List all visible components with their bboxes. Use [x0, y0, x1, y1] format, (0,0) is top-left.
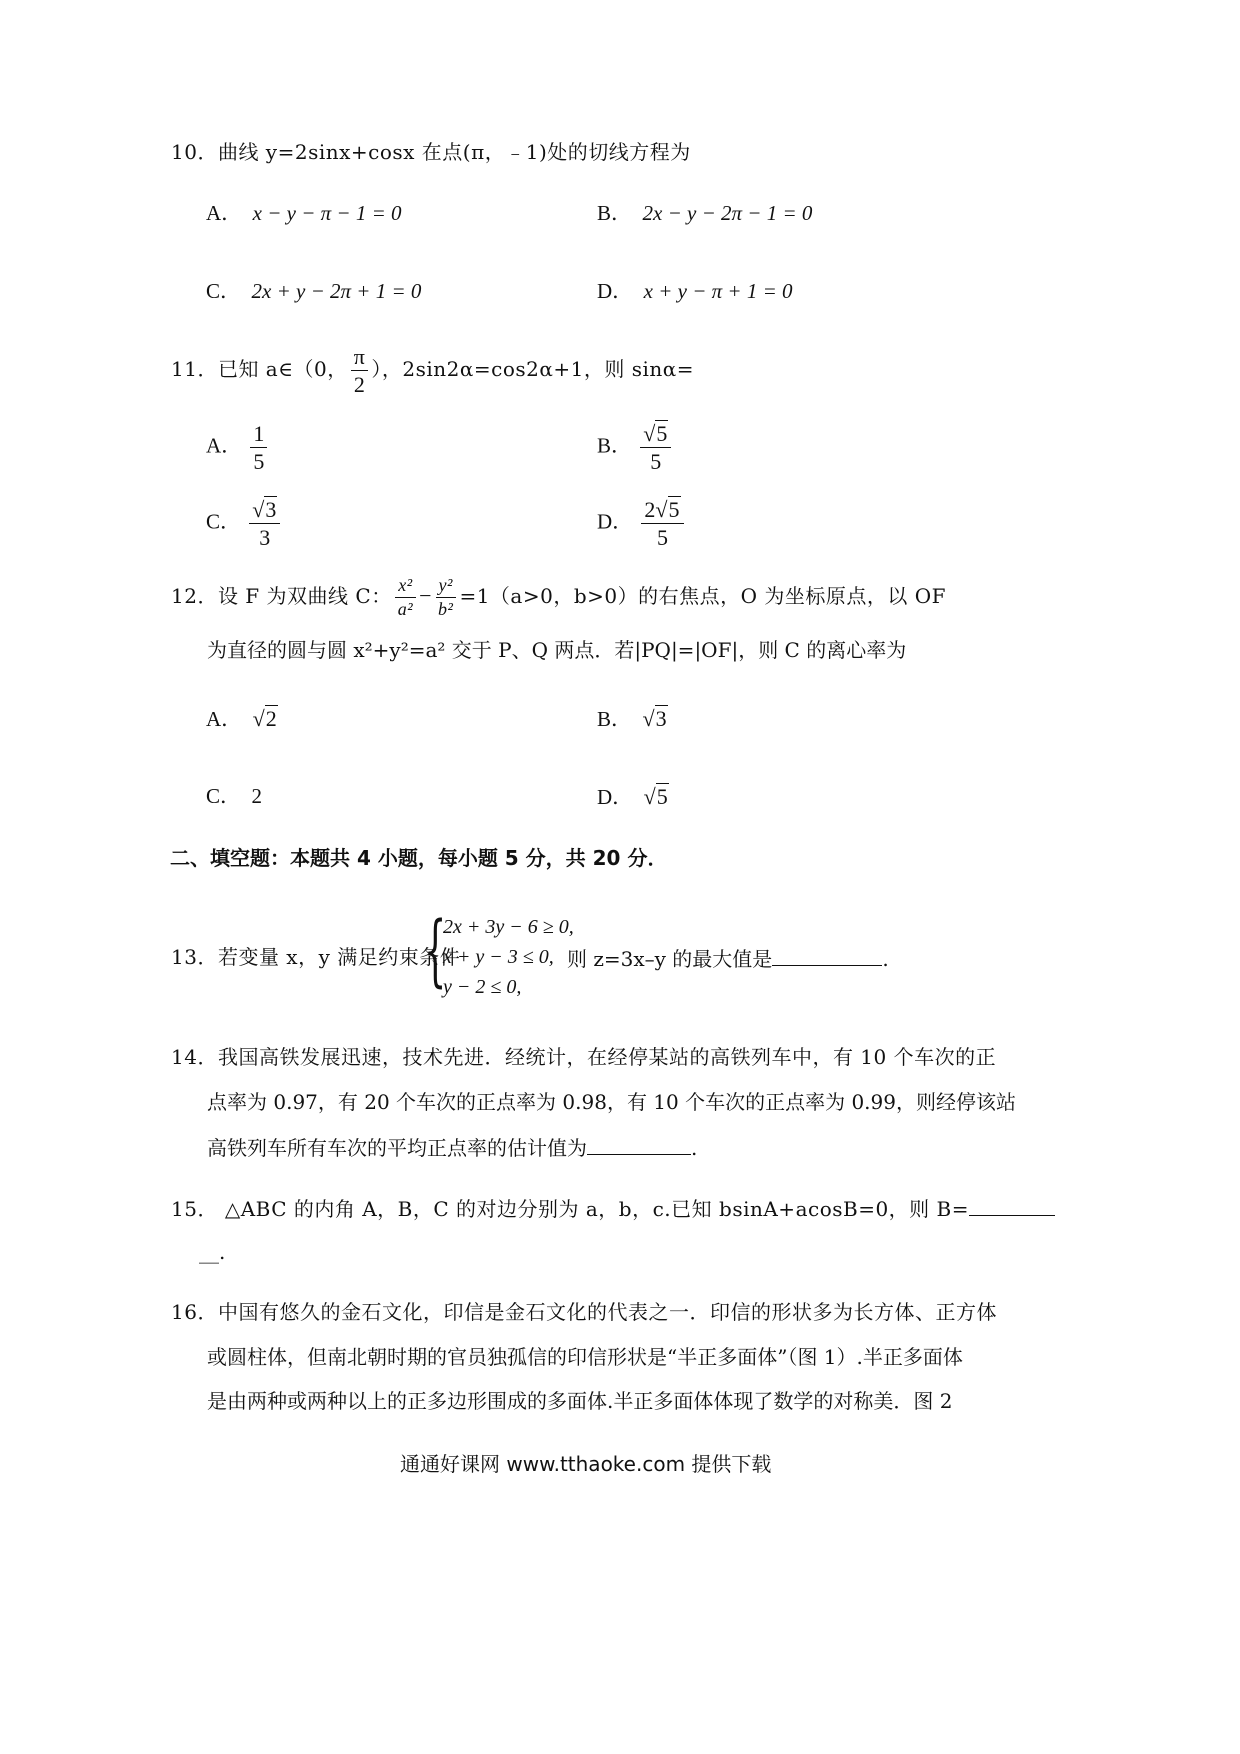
q11-option-a-denominator: 5	[253, 449, 265, 475]
q11-option-a-fraction	[250, 422, 267, 473]
q11-option-c-numerator	[249, 498, 280, 524]
q12-text-pre: 设 F 为双曲线 C：	[217, 583, 392, 608]
q10-option-c-label: C．	[206, 279, 242, 303]
q11-option-b-radicand: 5	[656, 421, 668, 446]
q11-option-d-denominator: 5	[656, 525, 668, 551]
q11-option-a-label: A．	[206, 433, 243, 458]
q11-option-c-sqrt: √3	[252, 497, 277, 522]
q11-option-c	[206, 498, 283, 549]
q11-option-d-radicand: 5	[668, 497, 680, 522]
q10-option-c	[206, 279, 421, 304]
q11-option-b-numerator	[640, 422, 671, 448]
q11-option-b-denominator: 5	[650, 449, 662, 475]
q12-fraction-y	[435, 576, 456, 619]
q16-line2: 或圆柱体，但南北朝时期的官员独孤信的印信形状是“半正多面体”（图 1）.半正多面体	[207, 1345, 963, 1369]
q10-option-a-label: A．	[206, 201, 243, 225]
q11-option-c-label: C．	[206, 509, 242, 534]
q12-option-c-text: 2	[251, 784, 263, 808]
q12-option-d-sqrt: √5	[643, 784, 668, 809]
q16-line1	[171, 1300, 997, 1324]
q11-text-pre: 已知 a∈（0，	[217, 357, 348, 382]
q10-stem	[171, 140, 691, 164]
q11-fraction	[351, 345, 369, 396]
q13-end: .	[882, 947, 889, 971]
q10-option-a	[206, 201, 402, 226]
q12-fraction-x-den: a²	[397, 598, 414, 619]
q11-option-c-radicand: 3	[265, 497, 277, 522]
q10-option-c-text: 2x + y − 2π + 1 = 0	[251, 279, 422, 303]
q13-stem	[171, 945, 460, 969]
q10-option-d-text: x + y − π + 1 = 0	[643, 279, 793, 303]
q13-answer-blank[interactable]	[772, 945, 882, 966]
q12-option-c	[206, 784, 262, 809]
q12-option-b-sqrt: √3	[642, 706, 667, 731]
q11-number: 11．	[171, 357, 218, 382]
q11-option-b-label: B．	[597, 433, 633, 458]
q11-option-b-fraction	[640, 422, 671, 473]
q12-fraction-x	[395, 576, 416, 619]
q11-fraction-numerator: π	[351, 345, 369, 371]
q12-option-d-radicand: 5	[656, 784, 668, 809]
q13-number: 13．	[171, 945, 218, 969]
q13-constraint-3: y − 2 ≤ 0,	[443, 976, 522, 998]
q16-text-1: 中国有悠久的金石文化，印信是金石文化的代表之一．印信的形状多为长方体、正方体	[217, 1300, 997, 1324]
q12-option-a-label: A．	[206, 707, 243, 731]
q12-option-b-radicand: 3	[655, 706, 667, 731]
q11-option-c-fraction	[249, 498, 280, 549]
q14-text-3: 高铁列车所有车次的平均正点率的估计值为	[207, 1136, 587, 1160]
q15-answer-blank[interactable]	[969, 1195, 1055, 1216]
q13-brace: {	[424, 906, 447, 996]
q14-line3	[207, 1134, 697, 1160]
q11-option-b	[597, 422, 674, 473]
q12-option-a-sqrt: √2	[252, 706, 277, 731]
q11-option-d-numerator	[641, 498, 683, 524]
q10-number: 10．	[171, 140, 218, 164]
q12-minus: −	[419, 582, 433, 608]
q11-option-d	[597, 498, 687, 549]
q12-fraction-x-num: x²	[395, 576, 415, 598]
q10-option-d	[597, 279, 793, 304]
q14-line1	[171, 1045, 996, 1069]
q16-line3: 是由两种或两种以上的正多边形围成的多面体.半正多面体体现了数学的对称美．图 2	[207, 1389, 953, 1413]
q15-line1	[171, 1195, 1055, 1221]
q10-option-b-text: 2x − y − 2π − 1 = 0	[642, 201, 813, 225]
q11-option-a-numerator: 1	[250, 422, 267, 448]
q15-number: 15．	[171, 1197, 218, 1221]
q12-number: 12．	[171, 583, 218, 608]
q12-text-post: =1（a>0，b>0）的右焦点，O 为坐标原点，以 OF	[459, 583, 947, 608]
q12-line1	[171, 576, 946, 619]
q11-option-a	[206, 422, 270, 473]
q15-text: △ABC 的内角 A，B，C 的对边分别为 a，b，c.已知 bsinA+acosB=0，则 B=	[224, 1197, 969, 1221]
q11-fraction-denominator: 2	[353, 372, 366, 398]
q10-option-b	[597, 201, 812, 226]
q11-option-d-label: D．	[597, 509, 634, 534]
q11-option-b-sqrt: √5	[643, 421, 668, 446]
q12-option-a	[206, 706, 278, 732]
q15-line2: __.	[199, 1240, 226, 1264]
q14-end: .	[691, 1136, 698, 1160]
q13-constraint-2: x + y − 3 ≤ 0,	[443, 946, 554, 968]
page-footer: 通通好课网 www.tthaoke.com 提供下载	[400, 1452, 772, 1476]
q12-fraction-y-den: b²	[438, 598, 454, 619]
q11-option-d-coefficient: 2	[644, 497, 656, 522]
q11-option-d-sqrt: √5	[655, 497, 680, 522]
q14-text-1: 我国高铁发展迅速，技术先进．经统计，在经停某站的高铁列车中，有 10 个车次的正	[217, 1045, 997, 1069]
q10-option-b-label: B．	[597, 201, 633, 225]
q11-option-c-denominator: 3	[259, 525, 271, 551]
q12-option-c-label: C．	[206, 784, 242, 808]
q13-tail	[567, 945, 889, 971]
q13-text-pre: 若变量 x，y 满足约束条件	[217, 945, 461, 969]
q10-text: 曲线 y=2sinx+cosx 在点(π，﹣1)处的切线方程为	[217, 140, 691, 164]
q12-option-b-label: B．	[597, 707, 633, 731]
q13-constraint-1: 2x + 3y − 6 ≥ 0,	[443, 916, 574, 938]
q12-option-d	[597, 784, 669, 810]
q12-option-a-radicand: 2	[265, 706, 277, 731]
q12-option-b	[597, 706, 668, 732]
q10-option-d-label: D．	[597, 279, 634, 303]
q11-text-post: ），2sin2α=cos2α+1，则 sinα=	[371, 357, 695, 382]
q11-stem	[171, 345, 694, 396]
q14-answer-blank[interactable]	[587, 1134, 691, 1155]
q16-number: 16．	[171, 1300, 218, 1324]
q11-option-d-fraction	[641, 498, 683, 549]
q14-line2: 点率为 0.97，有 20 个车次的正点率为 0.98，有 10 个车次的正点率为 0.99，则经停该站	[207, 1090, 1016, 1114]
q14-number: 14．	[171, 1045, 218, 1069]
q13-text-post: 则 z=3x–y 的最大值是	[567, 947, 773, 971]
q10-option-a-text: x − y − π − 1 = 0	[252, 201, 402, 225]
section-heading-fill-in: 二、填空题：本题共 4 小题，每小题 5 分，共 20 分．	[170, 846, 668, 870]
q12-option-d-label: D．	[597, 785, 634, 809]
q12-fraction-y-num: y²	[436, 576, 456, 598]
q12-line2: 为直径的圆与圆 x²+y²=a² 交于 P、Q 两点．若|PQ|=|OF|，则 C 的离心率为	[207, 638, 907, 662]
